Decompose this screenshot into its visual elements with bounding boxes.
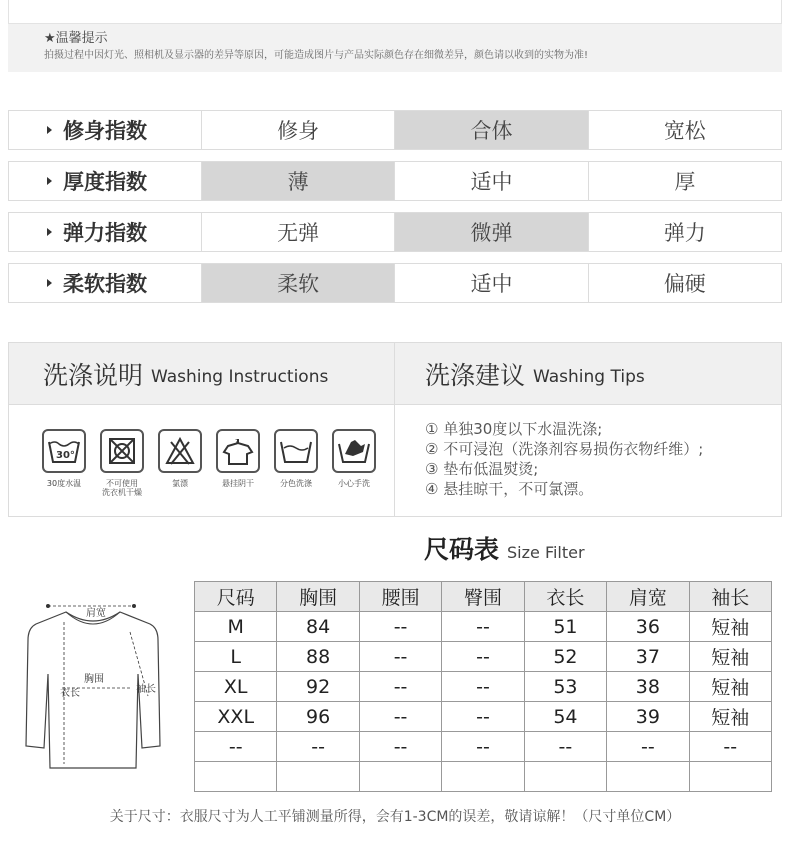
washing-tip: ① 单独30度以下水温洗涤;: [425, 420, 603, 438]
chest-label: 胸围: [84, 674, 104, 685]
size-cell: --: [359, 732, 441, 762]
triangle-right-icon: [47, 279, 52, 287]
triangle-right-icon: [47, 228, 52, 236]
size-header-cell: 腰围: [359, 582, 441, 612]
index-label: 弹力指数: [9, 213, 202, 251]
index-option: 修身: [202, 111, 395, 149]
index-option: 微弹: [395, 213, 588, 251]
size-cell: --: [359, 672, 441, 702]
index-row: [8, 161, 782, 201]
index-option: 柔软: [202, 264, 395, 302]
size-header-cell: 臀围: [442, 582, 524, 612]
size-cell: [359, 762, 441, 792]
size-cell: 96: [277, 702, 359, 732]
index-row: [8, 212, 782, 252]
table-row: [195, 672, 772, 702]
washing-tip: ③ 垫布低温熨烫;: [425, 460, 539, 478]
hang-dry-icon: [216, 429, 260, 473]
size-cell: 54: [524, 702, 606, 732]
svg-text:30°: 30°: [56, 450, 75, 461]
size-cell: XL: [195, 672, 277, 702]
no-bleach-icon: [158, 429, 202, 473]
washing-icon-item: [209, 429, 267, 516]
index-option: 无弹: [202, 213, 395, 251]
washing-tip: ④ 悬挂晾干，不可氯漂。: [425, 480, 594, 498]
size-cell: --: [442, 642, 524, 672]
hand-wash-icon: [332, 429, 376, 473]
index-option: 厚: [674, 170, 696, 194]
size-cell: --: [442, 672, 524, 702]
index-option: 合体: [395, 111, 588, 149]
size-cell: --: [359, 612, 441, 642]
size-cell: 短袖: [689, 702, 771, 732]
notice-box: [8, 24, 782, 72]
index-label: 修身指数: [9, 111, 202, 149]
size-cell: --: [689, 732, 771, 762]
washing-icon-caption: 30度水温: [46, 479, 82, 488]
washing-icon-caption: 小心手洗: [338, 479, 370, 488]
sleeve-label: 袖长: [136, 684, 156, 695]
size-cell: --: [524, 732, 606, 762]
size-cell: 36: [607, 612, 689, 642]
size-header-cell: 尺码: [195, 582, 277, 612]
table-row: [195, 642, 772, 672]
size-cell: M: [195, 612, 277, 642]
washing-icon-caption: 不可使用 洗衣机干燥: [102, 479, 142, 497]
table-row: [195, 612, 772, 642]
size-footnote: 关于尺寸：衣服尺寸为人工平铺测量所得，会有1-3CM的误差，敬请谅解！（尺寸单位CM）: [109, 809, 681, 825]
index-row: [8, 263, 782, 303]
size-chart-title: 尺码表 Size Filter: [424, 535, 585, 564]
washing-icon-caption: 悬挂阴干: [222, 479, 254, 488]
wash-30-icon: [42, 429, 86, 473]
index-row: [8, 110, 782, 150]
size-cell: --: [607, 732, 689, 762]
size-cell: [442, 762, 524, 792]
washing-tips-header: 洗涤建议 Washing Tips: [425, 360, 645, 390]
size-cell: [524, 762, 606, 792]
size-cell: --: [442, 702, 524, 732]
size-cell: 51: [524, 612, 606, 642]
washing-icon-caption: 氯漂: [172, 479, 188, 488]
triangle-right-icon: [47, 126, 52, 134]
table-row: [195, 702, 772, 732]
size-cell: L: [195, 642, 277, 672]
index-option: 偏硬: [663, 272, 706, 296]
size-cell: --: [359, 702, 441, 732]
washing-icon-item: [325, 429, 383, 516]
size-cell: 88: [277, 642, 359, 672]
index-option: 弹力: [663, 221, 706, 245]
size-cell: [607, 762, 689, 792]
size-cell: 53: [524, 672, 606, 702]
size-header-cell: 袖长: [689, 582, 771, 612]
washing-icon-item: [151, 429, 209, 516]
index-option: 宽松: [663, 119, 706, 143]
size-cell: 92: [277, 672, 359, 702]
separate-wash-icon: [274, 429, 318, 473]
index-option: 适中: [395, 162, 588, 200]
size-cell: XXL: [195, 702, 277, 732]
svg-text:?: ?: [235, 438, 239, 446]
index-option: 适中: [395, 264, 588, 302]
size-cell: 39: [607, 702, 689, 732]
size-cell: 短袖: [689, 642, 771, 672]
size-cell: --: [195, 732, 277, 762]
triangle-right-icon: [47, 177, 52, 185]
size-cell: 84: [277, 612, 359, 642]
washing-panel: [8, 342, 782, 517]
size-cell: [689, 762, 771, 792]
size-cell: --: [442, 732, 524, 762]
size-cell: 短袖: [689, 672, 771, 702]
size-cell: 38: [607, 672, 689, 702]
shoulder-label: 肩宽: [86, 608, 106, 619]
size-cell: --: [277, 732, 359, 762]
washing-instructions-header: 洗涤说明 Washing Instructions: [9, 343, 395, 404]
washing-icon-item: [267, 429, 325, 516]
size-table: [194, 581, 772, 792]
size-header-cell: 肩宽: [607, 582, 689, 612]
length-label: 衣长: [60, 688, 80, 699]
washing-tips-list: [395, 405, 781, 516]
size-header-cell: 衣长: [524, 582, 606, 612]
top-panel-edge: [8, 0, 782, 24]
no-tumble-dry-icon: [100, 429, 144, 473]
size-cell: 短袖: [689, 612, 771, 642]
washing-tip: ② 不可浸泡（洗涤剂容易损伤衣物纤维）;: [425, 440, 704, 458]
size-cell: --: [359, 642, 441, 672]
size-cell: [195, 762, 277, 792]
size-cell: [277, 762, 359, 792]
shirt-measure-diagram: [18, 596, 168, 774]
washing-icons: [9, 405, 395, 516]
size-cell: 52: [524, 642, 606, 672]
notice-title: ★温馨提示: [44, 31, 108, 46]
table-row: [195, 732, 772, 762]
index-label: 厚度指数: [9, 162, 202, 200]
table-row: [195, 762, 772, 792]
washing-icon-item: [35, 429, 93, 516]
index-option: 薄: [202, 162, 395, 200]
washing-icon-item: [93, 429, 151, 516]
index-label: 柔软指数: [9, 264, 202, 302]
washing-icon-caption: 分色洗涤: [280, 479, 312, 488]
notice-body: 拍摄过程中因灯光、照相机及显示器的差异等原因，可能造成图片与产品实际颜色存在细微差异，颜色请以收到的实物为准!: [44, 50, 589, 61]
size-cell: --: [442, 612, 524, 642]
size-header-cell: 胸围: [277, 582, 359, 612]
size-cell: 37: [607, 642, 689, 672]
